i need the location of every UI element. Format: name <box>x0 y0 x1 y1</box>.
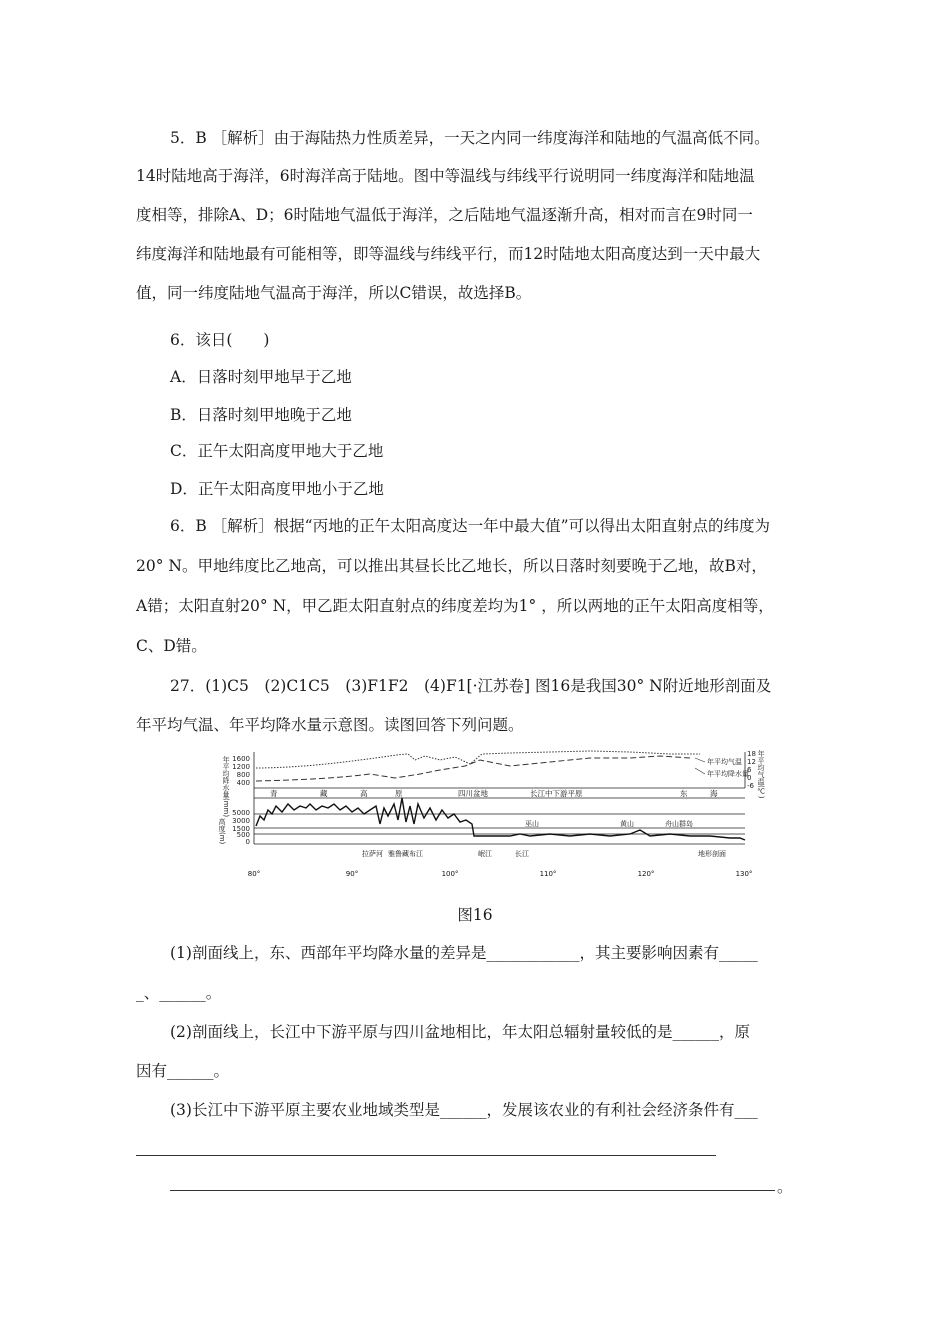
answer-blank-line-1 <box>136 1155 716 1156</box>
region-label-yuan: 原 <box>395 789 403 798</box>
subquestion-3-end-mark: 。 <box>777 1178 793 1196</box>
x-tick-120: 120° <box>637 870 655 878</box>
bottom-label-yarlung: 雅鲁藏布江 <box>388 850 423 858</box>
answer-6-line-3: A错；太阳直射20° N，甲乙距太阳直射点的纬度差均为1° ，所以两地的正午太阳高度相等， <box>136 597 774 615</box>
left-axis-top-label: 年平均降水量(mm) <box>222 756 230 818</box>
place-label-wushan: 巫山 <box>525 820 539 828</box>
place-label-huangshan: 黄山 <box>620 820 634 828</box>
answer-5-line-4: 纬度海洋和陆地最有可能相等，即等温线与纬线平行，而12时陆地太阳高度达到一天中最大 <box>136 245 761 263</box>
precip-tick-400: 400 <box>236 779 250 787</box>
height-tick-500: 500 <box>236 831 250 839</box>
height-tick-5000: 5000 <box>232 809 250 817</box>
x-tick-90: 90° <box>345 870 359 878</box>
option-c: C．正午太阳高度甲地大于乙地 <box>170 442 384 460</box>
terrain-profile-figure <box>210 748 770 883</box>
place-label-zhoushan: 舟山群岛 <box>665 820 693 828</box>
x-tick-130: 130° <box>735 870 753 878</box>
option-a: A．日落时刻甲地早于乙地 <box>170 368 352 386</box>
height-tick-0: 0 <box>245 838 250 846</box>
legend-temp-label: 年平均气温 <box>707 758 742 766</box>
precip-tick-800: 800 <box>236 771 250 779</box>
region-label-sichuan: 四川盆地 <box>458 789 488 798</box>
temp-tick-18: 18 <box>747 750 756 758</box>
answer-5-line-3: 度相等，排除A、D；6时陆地气温低于海洋，之后陆地气温逐渐升高，相对而言在9时同一 <box>136 206 753 224</box>
bottom-label-terrain-profile: 地形剖面 <box>698 850 726 858</box>
temp-tick-0: 0 <box>747 774 752 782</box>
answer-5-line-5: 值，同一纬度陆地气温高于海洋，所以C错误，故选择B。 <box>136 284 532 302</box>
region-label-hai: 海 <box>710 789 718 798</box>
answer-blank-line-2 <box>170 1190 775 1191</box>
region-label-changjiang-plain: 长江中下游平原 <box>530 789 583 798</box>
left-axis-bottom-label: 高度(m) <box>218 818 226 845</box>
subquestion-1-line-2: _、______。 <box>136 984 222 1002</box>
subquestion-2-line-1: (2)剖面线上，长江中下游平原与四川盆地相比，年太阳总辐射量较低的是______，原 <box>170 1023 750 1041</box>
region-label-zang: 藏 <box>320 789 328 798</box>
region-label-dong: 东 <box>680 789 688 798</box>
answer-5-line-1: 5．B ［解析］由于海陆热力性质差异，一天之内同一纬度海洋和陆地的气温高低不同。 <box>170 129 770 147</box>
precip-tick-1600: 1600 <box>232 755 250 763</box>
subquestion-1-line-1: (1)剖面线上，东、西部年平均降水量的差异是____________，其主要影响因素有_____ <box>170 944 758 962</box>
question-6: 6．该日( ) <box>170 331 270 349</box>
answer-5-line-2: 14时陆地高于海洋，6时海洋高于陆地。图中等温线与纬线平行说明同一纬度海洋和陆地温 <box>136 167 755 185</box>
region-label-qing: 青 <box>270 789 278 798</box>
temp-tick-minus6: -6 <box>747 782 754 790</box>
answer-6-line-2: 20° N。甲地纬度比乙地高，可以推出其昼长比乙地长，所以日落时刻要晚于乙地，故B对， <box>136 557 767 575</box>
temp-tick-12: 12 <box>747 758 756 766</box>
option-d: D．正午太阳高度甲地小于乙地 <box>170 480 384 498</box>
bottom-label-minjiang: 岷江 <box>478 850 492 858</box>
x-tick-100: 100° <box>441 870 459 878</box>
bottom-label-changjiang: 长江 <box>515 850 529 858</box>
answer-6-line-1: 6．B ［解析］根据“丙地的正午太阳高度达一年中最大值”可以得出太阳直射点的纬度为 <box>170 517 771 535</box>
terrain-profile-svg <box>210 748 770 883</box>
legend-precip-label: 年平均降水量 <box>707 770 749 778</box>
question-27-line-1: 27．(1)C5 (2)C1C5 (3)F1F2 (4)F1[·江苏卷] 图16是我国30° N附近地形剖面及 <box>170 677 772 695</box>
height-tick-1500: 1500 <box>232 825 250 833</box>
x-tick-110: 110° <box>539 870 557 878</box>
precip-tick-1200: 1200 <box>232 763 250 771</box>
region-label-gao: 高 <box>360 789 368 798</box>
figure-caption: 图16 <box>457 906 493 924</box>
subquestion-3-line-1: (3)长江中下游平原主要农业地域类型是______，发展该农业的有利社会经济条件有___ <box>170 1101 758 1119</box>
question-27-line-2: 年平均气温、年平均降水量示意图。读图回答下列问题。 <box>136 716 524 734</box>
temp-tick-6: 6 <box>747 766 752 774</box>
x-tick-80: 80° <box>247 870 261 878</box>
option-b: B．日落时刻甲地晚于乙地 <box>170 406 352 424</box>
answer-6-line-4: C、D错。 <box>136 637 207 655</box>
subquestion-2-line-2: 因有______。 <box>136 1062 230 1080</box>
height-tick-3000: 3000 <box>232 817 250 825</box>
bottom-label-lasa-river: 拉萨河 <box>362 850 383 858</box>
right-axis-label: 年平均气温(℃) <box>757 750 765 799</box>
